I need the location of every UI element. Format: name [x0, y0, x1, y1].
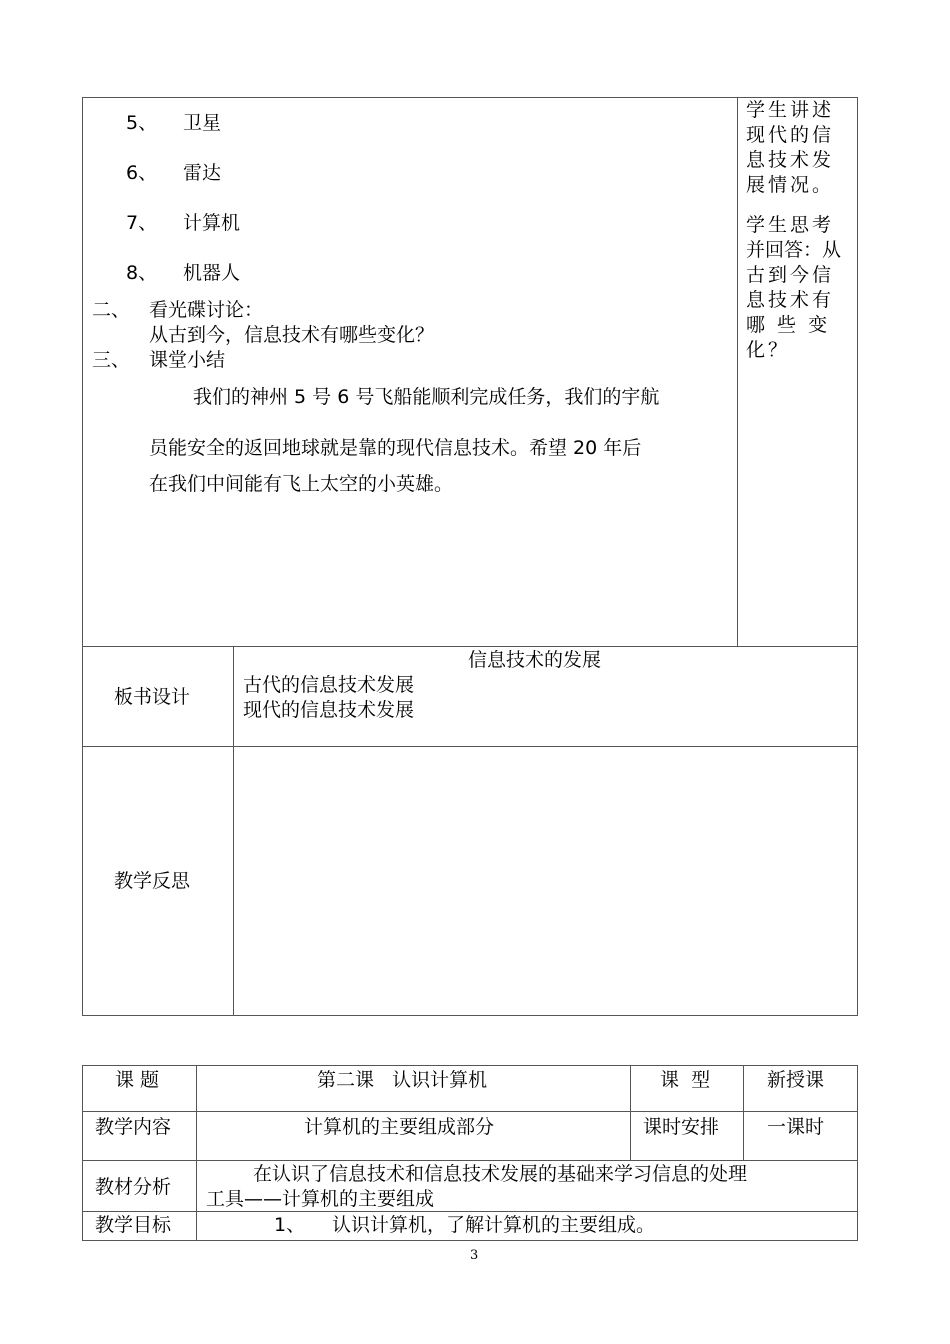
table2-bottom-border	[82, 1240, 858, 1241]
hours-value: 一课时	[767, 1116, 825, 1138]
table2-row-divider-2	[82, 1160, 858, 1161]
table2-right-border	[857, 1065, 858, 1241]
item-6-text: 雷达	[183, 162, 222, 184]
goal-number: 1、	[274, 1214, 306, 1236]
student-activity-column	[746, 98, 854, 363]
goal-label: 教学目标	[95, 1214, 172, 1236]
summary-title: 课堂小结	[149, 349, 226, 371]
type-value: 新授课	[767, 1069, 825, 1091]
item-5-text: 卫星	[183, 112, 222, 134]
side-spacer	[746, 198, 854, 213]
content-value: 计算机的主要组成部分	[304, 1116, 495, 1138]
side-line: 并回答：从	[746, 239, 842, 261]
item-7-number: 7、	[126, 212, 158, 234]
topic-value: 第二课 认识计算机	[317, 1069, 488, 1091]
side-line: 哪 些 变	[746, 314, 831, 336]
page-number: 3	[470, 1248, 479, 1263]
table1-right-border	[857, 97, 858, 1016]
table2-right-divider	[743, 1065, 744, 1161]
summary-line-3: 在我们中间能有飞上太空的小英雄。	[149, 473, 454, 495]
item-6-number: 6、	[126, 162, 158, 184]
table2-top-border	[82, 1065, 858, 1066]
table1-side-divider	[737, 97, 738, 646]
content-label: 教学内容	[95, 1116, 172, 1138]
board-title: 信息技术的发展	[468, 649, 602, 671]
type-label: 课 型	[660, 1069, 711, 1091]
side-line: 展情况。	[746, 174, 835, 196]
table2-left-border	[82, 1065, 83, 1241]
side-line: 化？	[746, 339, 791, 361]
discuss-number: 二、	[92, 299, 131, 321]
table1-top-border	[82, 97, 858, 98]
item-7-text: 计算机	[183, 212, 241, 234]
side-line: 古到今信	[746, 264, 835, 286]
summary-line-2: 员能安全的返回地球就是靠的现代信息技术。希望 20 年后	[149, 437, 642, 459]
item-8-number: 8、	[126, 262, 158, 284]
discuss-title: 看光碟讨论：	[149, 299, 264, 321]
analysis-label: 教材分析	[95, 1176, 172, 1198]
goal-text: 认识计算机，了解计算机的主要组成。	[332, 1214, 656, 1236]
table2-mid-divider	[630, 1065, 631, 1161]
analysis-line-1: 在认识了信息技术和信息技术发展的基础来学习信息的处理	[253, 1163, 748, 1185]
board-line-2: 现代的信息技术发展	[243, 699, 415, 721]
side-line: 息技术发	[746, 149, 835, 171]
side-line: 学生思考	[746, 214, 835, 236]
table1-row-divider-2	[82, 746, 858, 747]
hours-label: 课时安排	[643, 1116, 720, 1138]
item-5-number: 5、	[126, 112, 158, 134]
summary-number: 三、	[92, 349, 131, 371]
table1-label-divider	[233, 646, 234, 1016]
board-label: 板书设计	[114, 686, 191, 708]
reflection-label: 教学反思	[114, 870, 191, 892]
table1-bottom-border	[82, 1015, 858, 1016]
side-line: 现代的信	[746, 124, 835, 146]
analysis-line-2: 工具——计算机的主要组成	[206, 1188, 435, 1210]
table1-left-border	[82, 97, 83, 1016]
board-line-1: 古代的信息技术发展	[243, 674, 415, 696]
side-line: 息技术有	[746, 289, 835, 311]
summary-line-1: 我们的神州 5 号 6 号飞船能顺利完成任务，我们的宇航	[193, 386, 660, 408]
table2-label-divider	[196, 1065, 197, 1241]
table1-row-divider-1	[82, 646, 858, 647]
table2-row-divider-1	[82, 1111, 858, 1112]
topic-label: 课 题	[115, 1069, 160, 1091]
side-line: 学生讲述	[746, 99, 835, 121]
table2-row-divider-3	[82, 1211, 858, 1212]
discuss-question: 从古到今，信息技术有哪些变化？	[149, 324, 435, 346]
item-8-text: 机器人	[183, 262, 241, 284]
